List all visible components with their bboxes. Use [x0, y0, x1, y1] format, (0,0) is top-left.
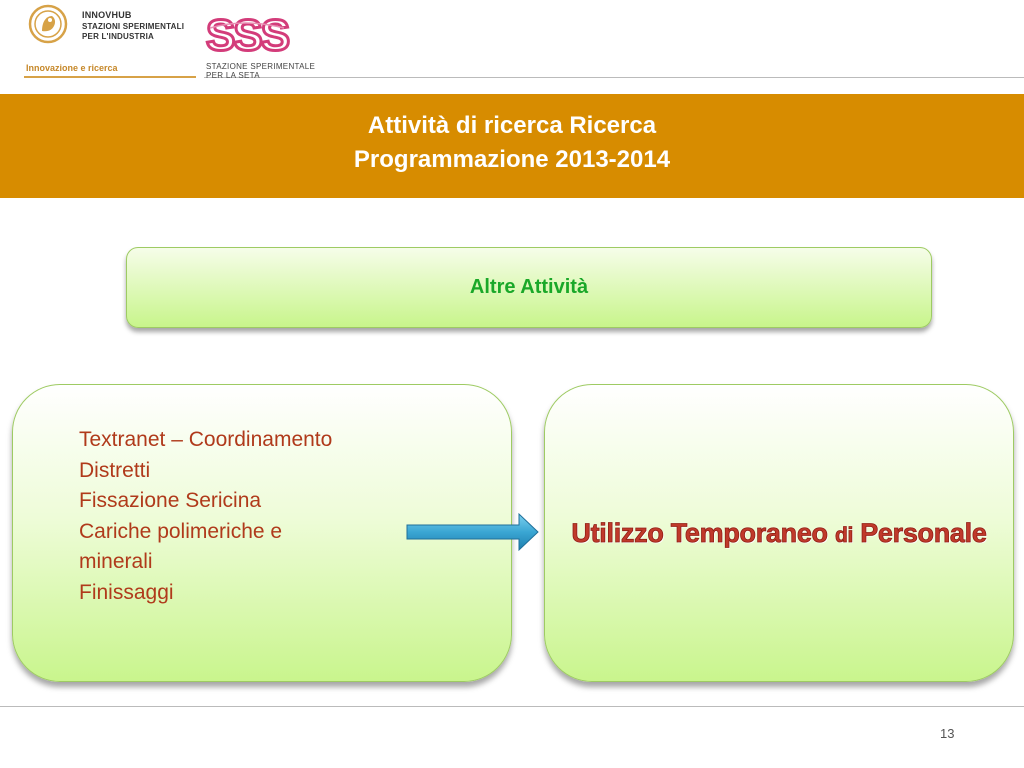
slide-title-line-1: Attività di ricerca Ricerca: [367, 112, 657, 139]
seta-line-2: PER LA SETA: [206, 71, 260, 80]
sss-logo-mark: [204, 8, 290, 60]
altre-attivita-label: Altre Attività: [469, 276, 589, 298]
title-band: [0, 94, 1024, 198]
slide-header: [0, 0, 1024, 92]
list-item: minerali: [79, 550, 153, 573]
right-arrow-icon: [405, 512, 540, 552]
list-item: Cariche polimeriche e: [79, 519, 283, 543]
stazione-seta-logo: [204, 8, 354, 84]
list-item: Textranet – Coordinamento: [79, 428, 333, 451]
page-number: 13: [940, 726, 955, 741]
innovhub-subtitle-1: STAZIONI SPERIMENTALI: [82, 22, 185, 31]
seta-line-1: STAZIONE SPERIMENTALE: [206, 62, 316, 71]
altre-attivita-box: [126, 247, 932, 328]
innovhub-seal-icon: [28, 4, 68, 44]
header-gold-rule: [24, 76, 196, 78]
list-item: Distretti: [79, 458, 151, 482]
slide-title-line-2: Programmazione 2013-2014: [353, 146, 671, 173]
utilizzo-text-part-3: Personale: [853, 518, 987, 548]
innovhub-name: INNOVHUB: [82, 10, 132, 20]
utilizzo-text-part-2: di: [834, 524, 853, 547]
utilizzo-personale-text: [544, 518, 1014, 549]
list-item: Finissaggi: [79, 580, 174, 604]
innovhub-logo: [24, 2, 204, 78]
footer-rule: [0, 706, 1024, 707]
list-item: Fissazione Sericina: [79, 489, 262, 512]
sss-mark-text: SSS: [206, 11, 289, 60]
utilizzo-text-part-1: Utilizzo Temporaneo: [571, 518, 835, 548]
innovhub-subtitle-2: PER L'INDUSTRIA: [82, 32, 155, 41]
innovhub-tagline: Innovazione e ricerca: [26, 63, 118, 73]
